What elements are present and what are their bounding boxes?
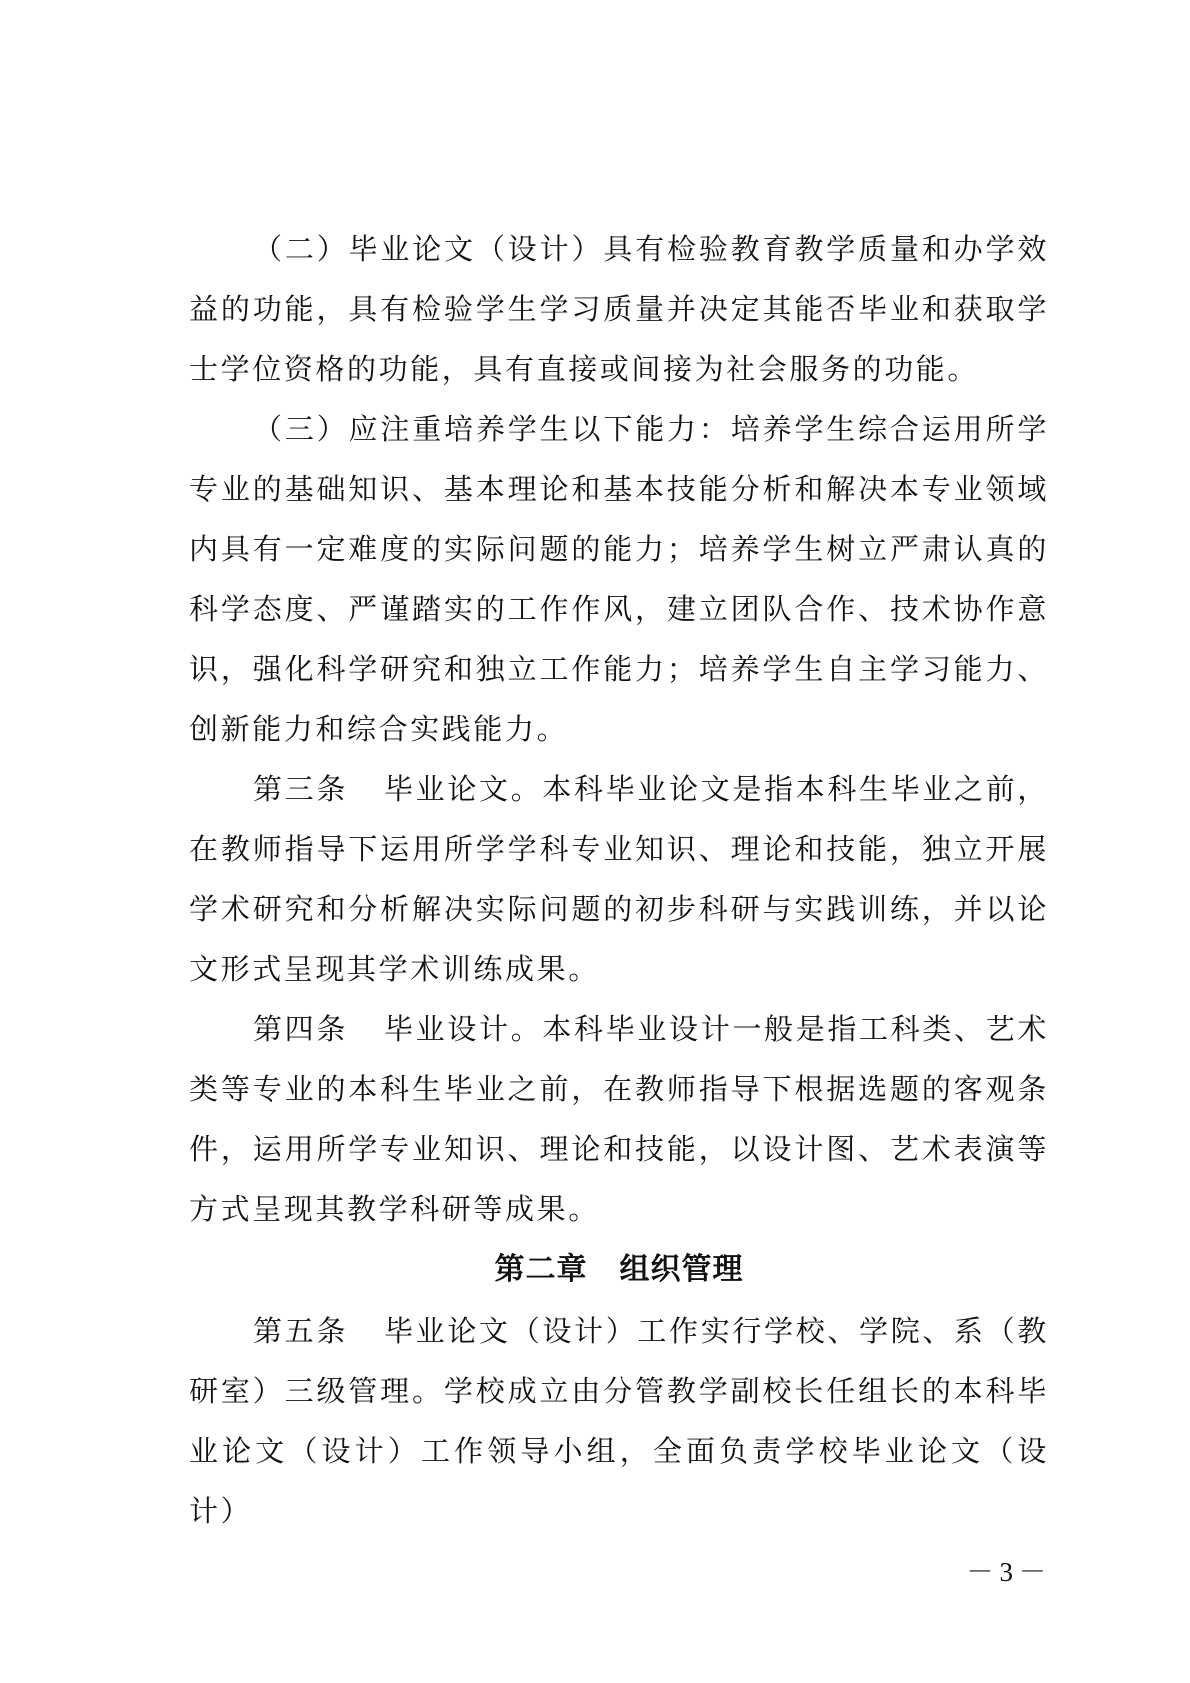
chapter-number: 第二章 <box>494 1252 588 1287</box>
article-4-text: 毕业设计。本科毕业设计一般是指工科类、艺术类等专业的本科生毕业之前，在教师指导下根据选题的客观条件，运用所学专业知识、理论和技能，以设计图、艺术表演等方式呈现其教学科研等成果。 <box>189 1012 1049 1226</box>
paragraph-2: （二）毕业论文（设计）具有检验教育教学质量和办学效益的功能，具有检验学生学习质量并决定其能否毕业和获取学士学位资格的功能，具有直接或间接为社会服务的功能。 <box>189 232 1049 386</box>
article-3 <box>189 759 1049 999</box>
document-body <box>189 219 1049 1541</box>
article-4-number: 第四条 <box>253 1012 349 1046</box>
article-5 <box>189 1301 1049 1541</box>
chapter-title: 组织管理 <box>619 1252 744 1287</box>
article-5-number: 第五条 <box>253 1314 349 1348</box>
chapter-heading <box>189 1239 1049 1301</box>
article-3-text: 毕业论文。本科毕业论文是指本科生毕业之前，在教师指导下运用所学学科专业知识、理论和技能，独立开展学术研究和分析解决实际问题的初步科研与实践训练，并以论文形式呈现其学术训练成果。 <box>189 772 1049 986</box>
article-4 <box>189 999 1049 1239</box>
article-5-text: 毕业论文（设计）工作实行学校、学院、系（教研室）三级管理。学校成立由分管教学副校长任组长的本科毕业论文（设计）工作领导小组，全面负责学校毕业论文（设计） <box>189 1314 1049 1528</box>
paragraph-3: （三）应注重培养学生以下能力：培养学生综合运用所学专业的基础知识、基本理论和基本技能分析和解决本专业领域内具有一定难度的实际问题的能力；培养学生树立严肃认真的科学态度、严谨踏实的工作作风，建立团队合作、技术协作意识，强化科学研究和独立工作能力；培养学生自主学习能力、创新能力和综合实践能力。 <box>189 412 1049 746</box>
article-3-number: 第三条 <box>253 772 349 806</box>
page-number: －3－ <box>966 1557 1052 1587</box>
